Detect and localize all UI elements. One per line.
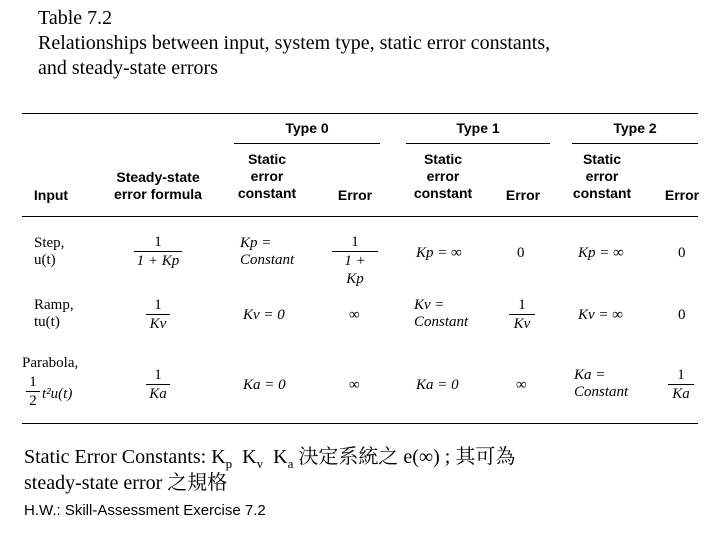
col-header-input: Input [33, 187, 69, 203]
col-header-t2-const: Static error constant [572, 151, 632, 201]
type0-underline [234, 143, 380, 144]
row-ramp-t2-const: Kv = ∞ [578, 307, 623, 323]
footer-k-a: $K_a$ [273, 446, 294, 471]
group-header-type0: Type 0 [285, 120, 329, 136]
row-ramp-t1-error-num: 1 [518, 297, 526, 313]
row-parabola-t2-error-den: Ka [672, 386, 690, 402]
row-parabola-input-label: Parabola, [22, 355, 79, 371]
row-step-t2-const: Kp = ∞ [578, 245, 624, 261]
row-parabola-t2-error-num: 1 [677, 367, 685, 383]
col-header-t1-const: Static error constant [413, 151, 473, 201]
row-parabola-t1-error: ∞ [516, 377, 527, 393]
col-header-t1-error: Error [505, 187, 541, 203]
row-ramp-t1-const: Kv = Constant [414, 297, 469, 330]
col-header-formula: Steady-state error formula [114, 169, 202, 202]
row-ramp-input: Ramp, tu(t) [34, 297, 74, 330]
row-parabola-t1-const: Ka = 0 [416, 377, 459, 393]
row-step-t2-error: 0 [678, 245, 686, 261]
row-step-t0-error-num: 1 [351, 234, 359, 250]
row-ramp-t1-error-den: Kv [513, 316, 531, 332]
row-parabola-input-frac-den: 2 [29, 393, 37, 409]
row-step-formula-num: 1 [154, 234, 162, 250]
row-parabola-t0-error: ∞ [349, 377, 360, 393]
row-parabola-t0-const: Ka = 0 [243, 377, 286, 393]
table-bottom-rule [22, 423, 698, 424]
group-header-type2: Type 2 [613, 120, 657, 136]
type1-underline [406, 143, 550, 144]
footer-line1-prefix: Static Error Constants: [24, 446, 212, 468]
table-top-rule [22, 113, 698, 114]
row-parabola-t2-const: Ka = Constant [574, 367, 629, 400]
row-ramp-formula-num: 1 [154, 297, 162, 313]
col-header-t0-error: Error [337, 187, 373, 203]
row-ramp-t0-error: ∞ [349, 307, 360, 323]
row-ramp-t2-error: 0 [678, 307, 686, 323]
footer-line1-suffix: 決定系統之 e(∞) ; 其可為 [293, 446, 516, 468]
footer-k-v: $K_v$ [242, 446, 264, 471]
row-step-t0-const: Kp = Constant [240, 235, 295, 268]
type2-underline [572, 143, 698, 144]
row-step-formula [134, 233, 182, 270]
footer-spec-line: steady-state error 之規格 [24, 472, 228, 494]
header-bottom-rule [22, 216, 698, 217]
row-step-t1-error: 0 [517, 245, 525, 261]
footer-homework: H.W.: Skill-Assessment Exercise 7.2 [24, 502, 266, 519]
row-step-t1-const: Kp = ∞ [416, 245, 462, 261]
row-step-input: Step, u(t) [34, 235, 65, 268]
row-parabola-input-frac [26, 373, 40, 410]
row-step-formula-den: 1 + Kp [136, 253, 180, 269]
row-parabola-t2-error [668, 366, 694, 403]
row-step-t0-error [332, 233, 378, 288]
row-step-t0-error-den: 1 + Kp [344, 253, 366, 287]
row-ramp-formula [146, 296, 170, 333]
col-header-t0-const: Static error constant [237, 151, 297, 201]
row-ramp-t1-error [509, 296, 535, 333]
row-parabola-input-expr: t²u(t) [42, 386, 73, 402]
row-ramp-formula-den: Kv [149, 316, 167, 332]
row-parabola-formula-num: 1 [154, 367, 162, 383]
row-parabola-formula [146, 366, 170, 403]
row-parabola-input-frac-num: 1 [29, 374, 37, 390]
group-header-type1: Type 1 [456, 120, 500, 136]
col-header-t2-error: Error [664, 187, 700, 203]
footer-k-p: $K_p$ [211, 446, 233, 471]
row-ramp-t0-const: Kv = 0 [243, 307, 285, 323]
table-title: Table 7.2 Relationships between input, system type, static error constants, and steady-state errors [38, 7, 551, 79]
row-parabola-formula-den: Ka [149, 386, 167, 402]
